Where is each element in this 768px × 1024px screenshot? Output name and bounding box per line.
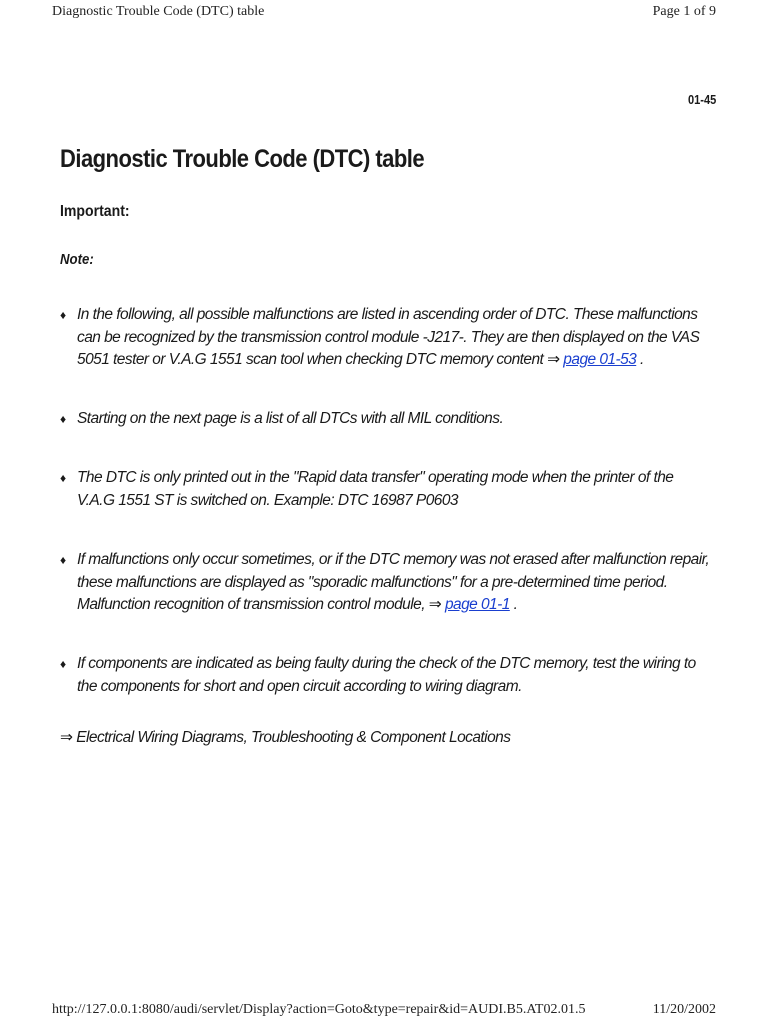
list-item [60, 304, 710, 372]
list-item [60, 408, 710, 431]
list-item-text: If malfunctions only occur sometimes, or if the DTC memory was not erased after malfunction repair, these malfunctions are displayed as "sporadic malfunctions" for a pre-determined time period. Malfunction recognition of transmission control module, ⇒ page 01-1 . [77, 551, 710, 613]
diamond-bullet-icon: ♦ [60, 471, 66, 485]
list-item-text: If components are indicated as being faulty during the check of the DTC memory, test the wiring to the components for short and open circuit according to wiring diagram. [77, 655, 696, 695]
print-header-title: Diagnostic Trouble Code (DTC) table [52, 4, 265, 19]
page-01-53-link[interactable]: page 01-53 [563, 351, 637, 368]
list-item-text: In the following, all possible malfunctions are listed in ascending order of DTC. These malfunctions can be recognized by the transmission control module -J217-. They are then displayed on the VAS 5051 tester or V.A.G 1551 scan tool when checking DTC memory content ⇒ page 01-53 . [77, 306, 700, 368]
diamond-bullet-icon: ♦ [60, 553, 66, 567]
print-footer-url: http://127.0.0.1:8080/audi/servlet/Display?action=Goto&type=repair&id=AUDI.B5.AT02.01.5 [52, 1002, 586, 1017]
note-label: Note: [60, 251, 94, 268]
arrow-right-icon: ⇒ [428, 596, 442, 613]
list-item-text: Starting on the next page is a list of all DTCs with all MIL conditions. [77, 410, 504, 427]
page-01-1-link[interactable]: page 01-1 [444, 596, 510, 613]
list-item [60, 549, 710, 617]
page-title: Diagnostic Trouble Code (DTC) table [60, 145, 425, 173]
wiring-diagrams-reference [60, 728, 510, 747]
diamond-bullet-icon: ♦ [60, 308, 66, 322]
list-item [60, 653, 710, 698]
document-code: 01-45 [687, 92, 716, 107]
diamond-bullet-icon: ♦ [60, 412, 66, 426]
diamond-bullet-icon: ♦ [60, 657, 66, 671]
print-footer-date: 11/20/2002 [652, 1002, 716, 1017]
important-label: Important: [60, 203, 130, 220]
wiring-diagrams-text: Electrical Wiring Diagrams, Troubleshooting & Component Locations [76, 729, 511, 746]
list-item [60, 467, 710, 512]
list-item-text: The DTC is only printed out in the "Rapid data transfer" operating mode when the printer of the V.A.G 1551 ST is switched on. Example: DTC 16987 P0603 [77, 469, 674, 509]
print-header-page-count: Page 1 of 9 [652, 4, 716, 19]
arrow-right-icon: ⇒ [60, 729, 73, 746]
arrow-right-icon: ⇒ [547, 351, 560, 368]
